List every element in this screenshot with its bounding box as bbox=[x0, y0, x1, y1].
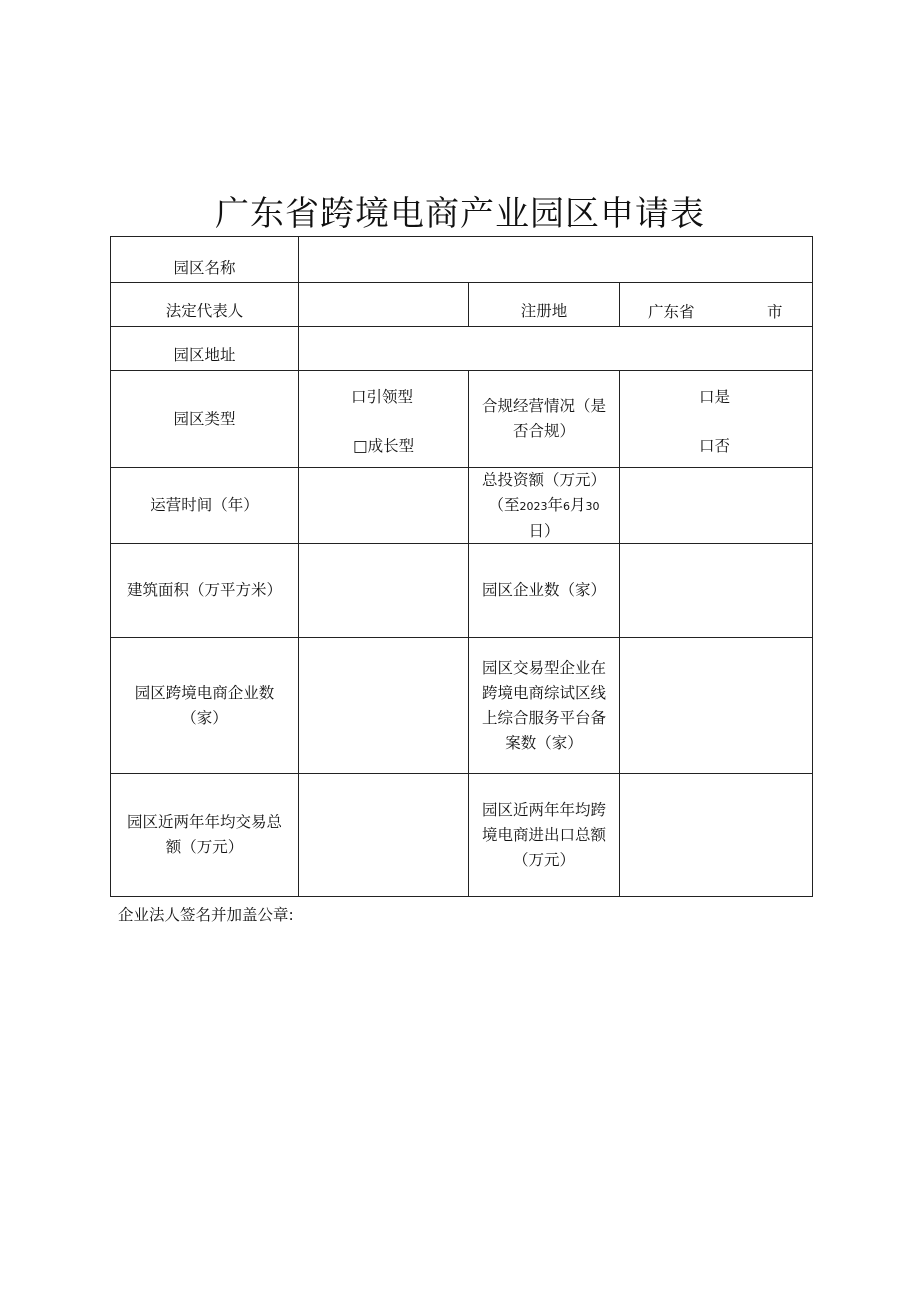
type-growth-checkbox[interactable]: □成长型 bbox=[353, 437, 415, 455]
avg-trade-label bbox=[111, 774, 298, 896]
legal-rep-label bbox=[111, 283, 298, 326]
label-line: 案数（家） bbox=[505, 733, 583, 752]
label-line: 跨境电商综试区线 bbox=[481, 683, 606, 702]
reg-city: 市 bbox=[767, 303, 783, 321]
trade-enterprise-label bbox=[469, 638, 619, 773]
park-name-label bbox=[111, 255, 298, 282]
legal-rep-value[interactable] bbox=[299, 283, 468, 326]
label-line: 额（万元） bbox=[165, 838, 244, 856]
park-address-value[interactable] bbox=[299, 327, 812, 370]
label-line bbox=[488, 493, 599, 519]
label-text: 园区类型 bbox=[173, 409, 236, 428]
label-line: 园区交易型企业在 bbox=[481, 658, 606, 677]
column-divider bbox=[619, 282, 620, 326]
cb-enterprise-label bbox=[111, 638, 298, 773]
floor-area-label bbox=[111, 544, 298, 637]
label-text: 园区名称 bbox=[173, 259, 236, 277]
compliance-label bbox=[469, 371, 619, 467]
label-line: 合规经营情况（是 bbox=[481, 397, 606, 415]
label-part: （至 bbox=[488, 495, 520, 514]
label-line: 园区近两年年均交易总 bbox=[126, 813, 282, 831]
enterprise-count-label bbox=[469, 544, 619, 637]
label-text: 园区企业数（家） bbox=[481, 581, 606, 599]
label-line: 园区跨境电商企业数 bbox=[134, 683, 275, 702]
label-line: 总投资额（万元） bbox=[481, 470, 606, 489]
label-line: 境电商进出口总额 bbox=[481, 825, 606, 844]
document-title: 广东省跨境电商产业园区申请表 bbox=[215, 194, 705, 234]
park-name-value[interactable] bbox=[299, 237, 812, 282]
label-text: 法定代表人 bbox=[165, 302, 244, 320]
park-address-label bbox=[111, 327, 298, 370]
label-text: 建筑面积（万平方米） bbox=[126, 581, 282, 599]
investment-value[interactable] bbox=[620, 468, 812, 543]
label-text: 园区地址 bbox=[173, 346, 236, 364]
enterprise-count-value[interactable] bbox=[620, 544, 812, 637]
signature-note: 企业法人签名并加盖公章: bbox=[118, 906, 294, 924]
reg-place-label bbox=[469, 283, 619, 326]
label-part: 30 bbox=[585, 499, 600, 513]
avg-import-export-label bbox=[469, 774, 619, 896]
park-type-label bbox=[111, 371, 298, 467]
type-leading-checkbox[interactable]: 口引领型 bbox=[351, 388, 414, 406]
avg-import-export-value[interactable] bbox=[620, 774, 812, 896]
label-part: 6 bbox=[563, 499, 570, 513]
avg-trade-value[interactable] bbox=[299, 774, 468, 896]
application-form-table bbox=[110, 236, 813, 897]
investment-label bbox=[469, 468, 619, 543]
floor-area-value[interactable] bbox=[299, 544, 468, 637]
label-part: 月 bbox=[570, 495, 586, 514]
op-time-value[interactable] bbox=[299, 468, 468, 543]
label-line: 日） bbox=[528, 521, 560, 540]
label-line: （家） bbox=[181, 708, 228, 727]
trade-enterprise-value[interactable] bbox=[620, 638, 812, 773]
label-text: 注册地 bbox=[520, 302, 568, 320]
reg-province: 广东省 bbox=[648, 303, 695, 321]
label-line: 上综合服务平台备 bbox=[481, 708, 606, 727]
compliance-no-checkbox[interactable]: 口否 bbox=[699, 437, 731, 455]
label-part: 年 bbox=[547, 495, 563, 514]
label-line: （万元） bbox=[512, 850, 575, 869]
op-time-label bbox=[111, 468, 298, 543]
cb-enterprise-value[interactable] bbox=[299, 638, 468, 773]
compliance-yes-checkbox[interactable]: 口是 bbox=[699, 388, 731, 406]
label-text: 运营时间（年） bbox=[150, 496, 259, 514]
label-line: 否合规） bbox=[512, 422, 575, 440]
label-line: 园区近两年年均跨 bbox=[481, 800, 606, 819]
label-part: 2023 bbox=[519, 499, 548, 513]
